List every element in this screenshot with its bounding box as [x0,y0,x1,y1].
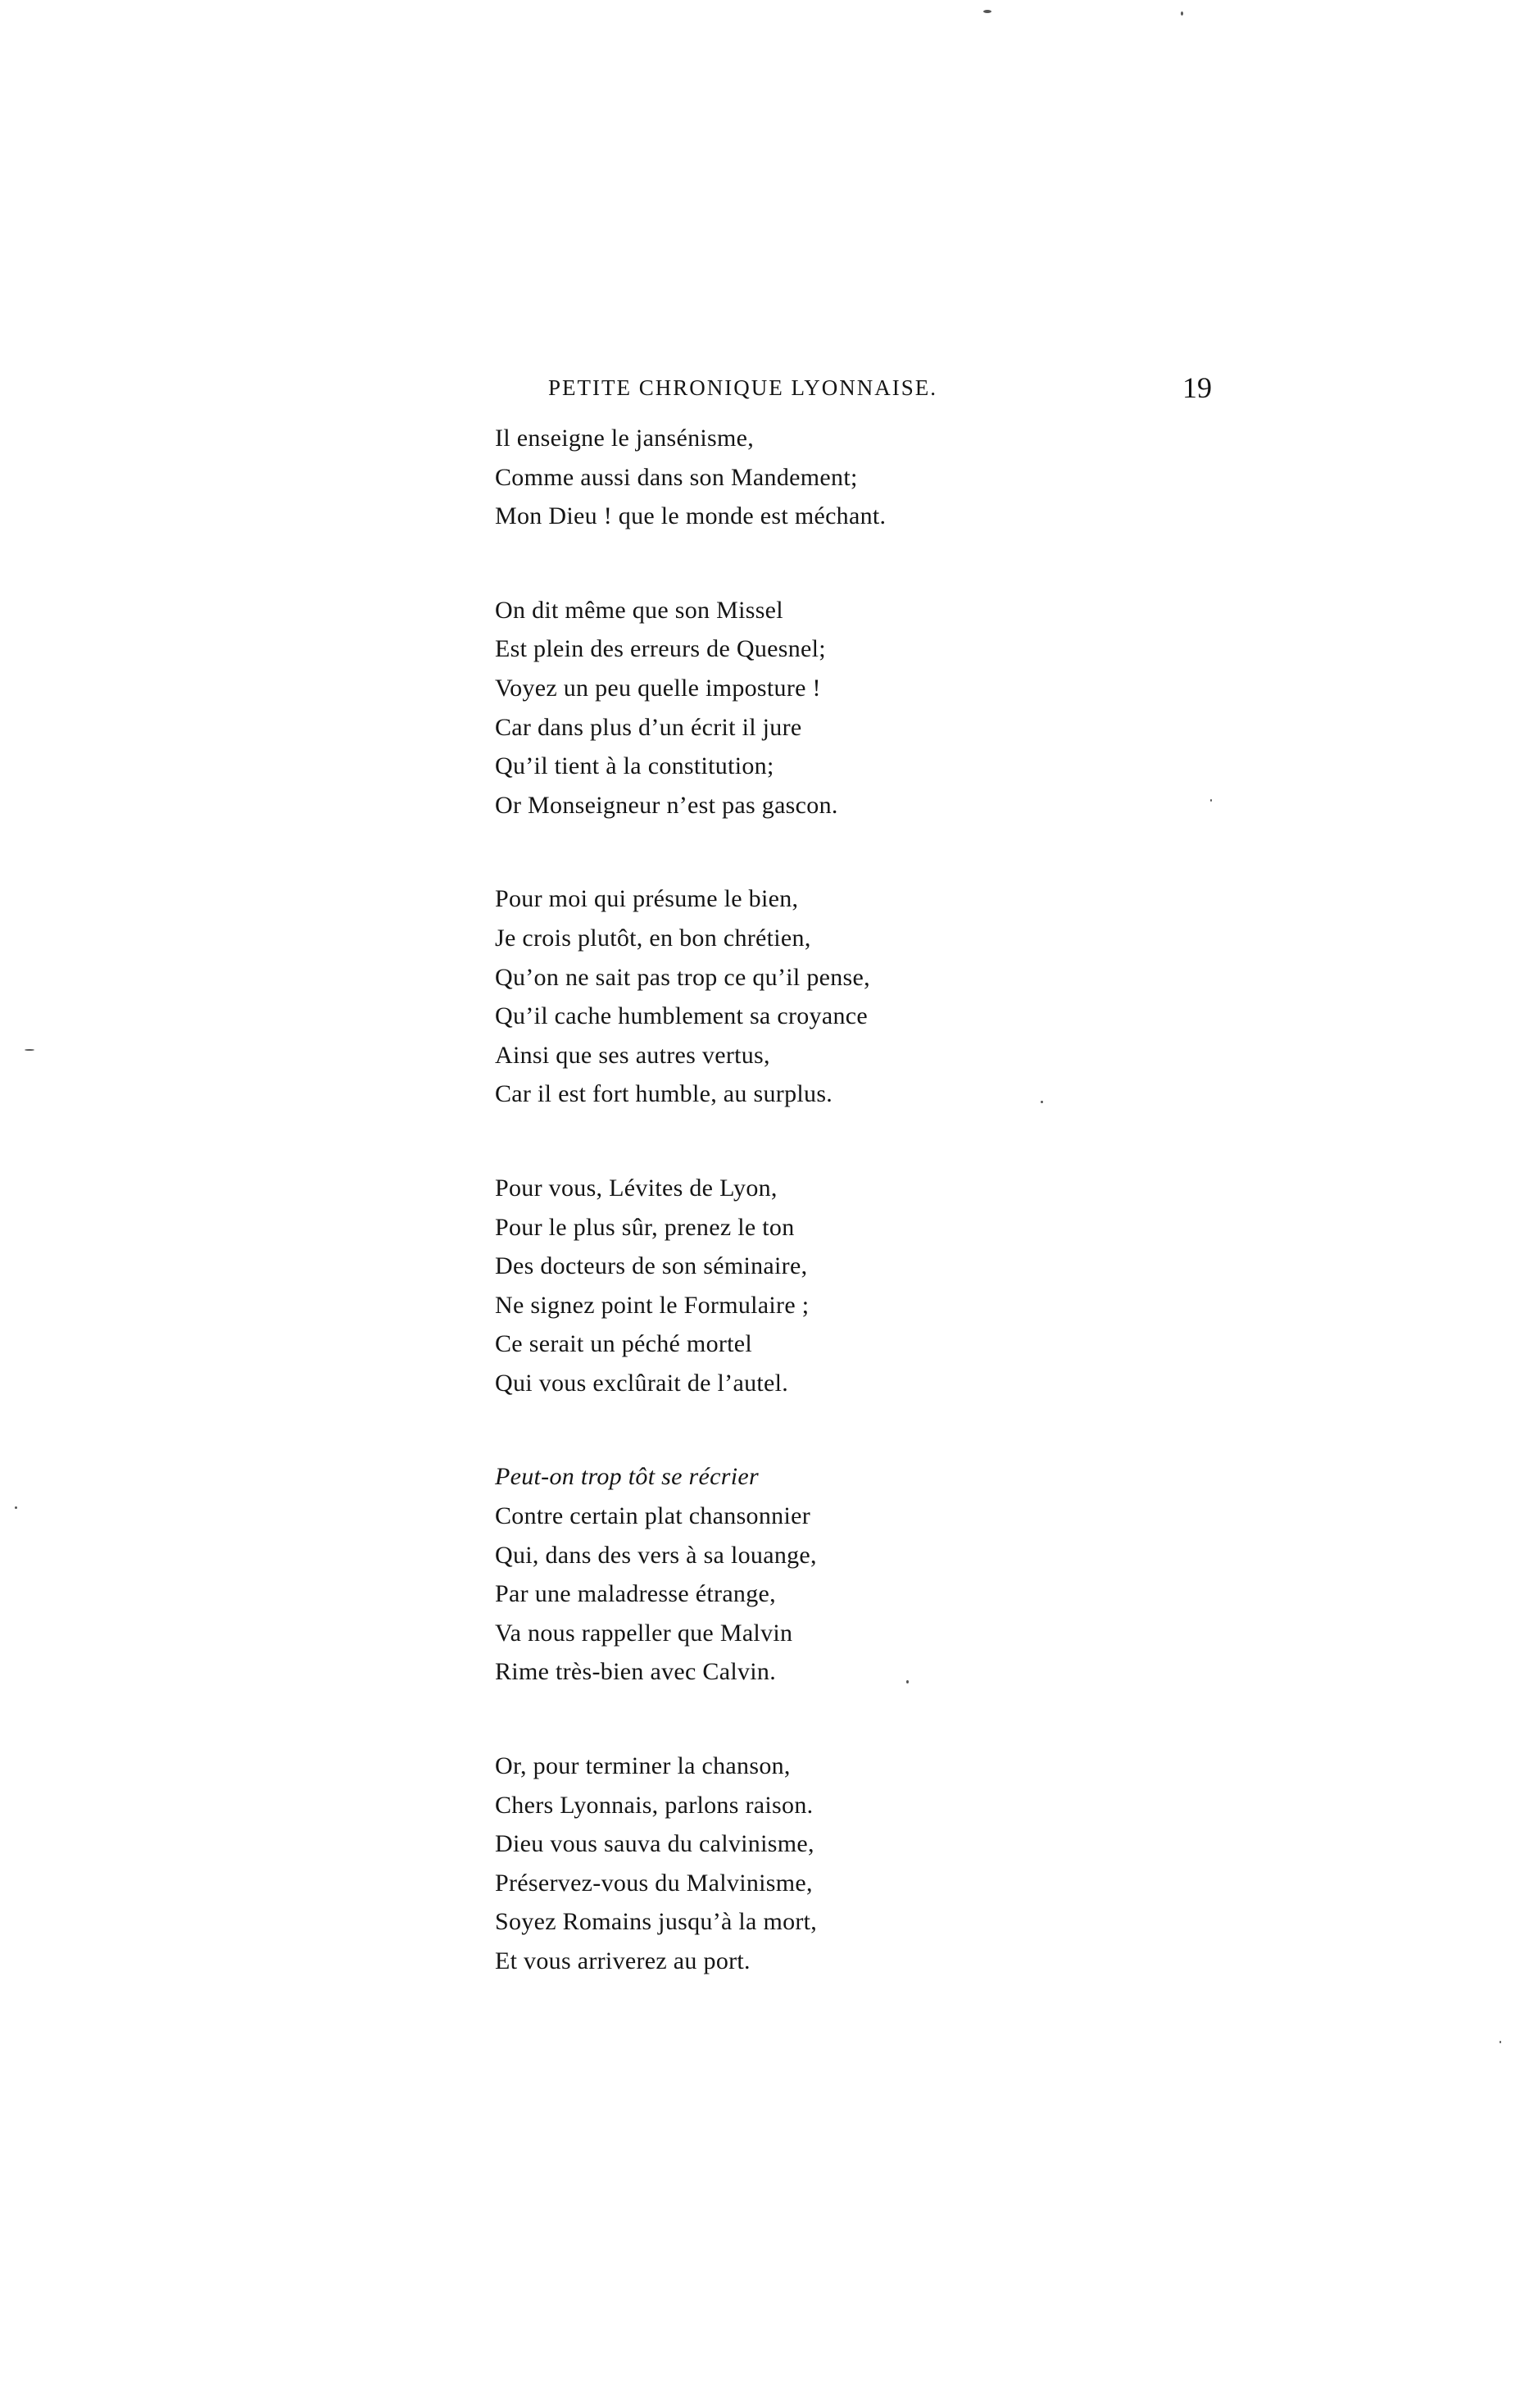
verse-line: Pour le plus sûr, prenez le ton [495,1213,795,1241]
verse-line: Qu’il cache humblement sa croyance [495,1002,868,1030]
verse-line: Qui vous exclûrait de l’autel. [495,1369,789,1397]
scan-speck [1500,2041,1501,2043]
verse-line: Est plein des erreurs de Quesnel; [495,635,826,663]
verse-line: Mon Dieu ! que le monde est méchant. [495,502,887,530]
verse-line: Qu’il tient à la constitution; [495,752,774,780]
stanza [495,1457,1232,1692]
verse-line: On dit même que son Missel [495,596,783,624]
verse-line: Qui, dans des vers à sa louange, [495,1541,817,1569]
verse-line: Ne signez point le Formulaire ; [495,1291,810,1319]
verse-line: Car dans plus d’un écrit il jure [495,713,802,741]
verse-line: Des docteurs de son séminaire, [495,1252,808,1280]
verse-line: Il enseigne le jansénisme, [495,425,755,452]
verse-line: Comme aussi dans son Mandement; [495,463,858,491]
verse-line: Pour vous, Lévites de Lyon, [495,1174,778,1202]
scan-speck [25,1049,34,1051]
verse-line: Ce serait un péché mortel [495,1330,753,1358]
poem [495,419,1232,2036]
verse-line: Par une maladresse étrange, [495,1580,776,1608]
scan-speck [906,1680,909,1683]
scan-speck [1041,1101,1043,1103]
verse-line: Préservez-vous du Malvinisme, [495,1869,813,1897]
verse-line: Qu’on ne sait pas trop ce qu’il pense, [495,963,870,991]
verse-line: Va nous rappeller que Malvin [495,1619,793,1647]
verse-line: Je crois plutôt, en bon chrétien, [495,924,811,952]
scan-speck [1210,799,1212,802]
verse-line: Or, pour terminer la chanson, [495,1752,791,1780]
verse-line: Chers Lyonnais, parlons raison. [495,1791,814,1819]
scan-speck [15,1506,17,1509]
verse-line: Soyez Romains jusqu’à la mort, [495,1908,818,1936]
page-number: 19 [1182,371,1212,404]
stanza [495,1747,1232,1981]
stanza [495,419,1232,536]
verse-line: Or Monseigneur n’est pas gascon. [495,791,838,819]
verse-line: Contre certain plat chansonnier [495,1502,810,1530]
scan-speck [983,10,991,13]
running-header [548,367,1212,408]
verse-line: Car il est fort humble, au surplus. [495,1080,833,1108]
verse-line: Rime très-bien avec Calvin. [495,1658,776,1686]
stanza [495,879,1232,1114]
verse-line [495,1457,1232,1497]
verse-line: Et vous arriverez au port. [495,1947,751,1974]
running-title: PETITE CHRONIQUE LYONNAISE. [548,375,938,400]
italic-phrase: Peut-on trop tôt se récrier [495,1463,759,1491]
stanza [495,1169,1232,1403]
stanza [495,591,1232,825]
verse-line: Pour moi qui présume le bien, [495,885,799,913]
scan-speck [1181,11,1183,16]
verse-line: Ainsi que ses autres vertus, [495,1041,770,1069]
verse-line: Voyez un peu quelle imposture ! [495,674,821,702]
verse-line: Dieu vous sauva du calvinisme, [495,1830,814,1858]
